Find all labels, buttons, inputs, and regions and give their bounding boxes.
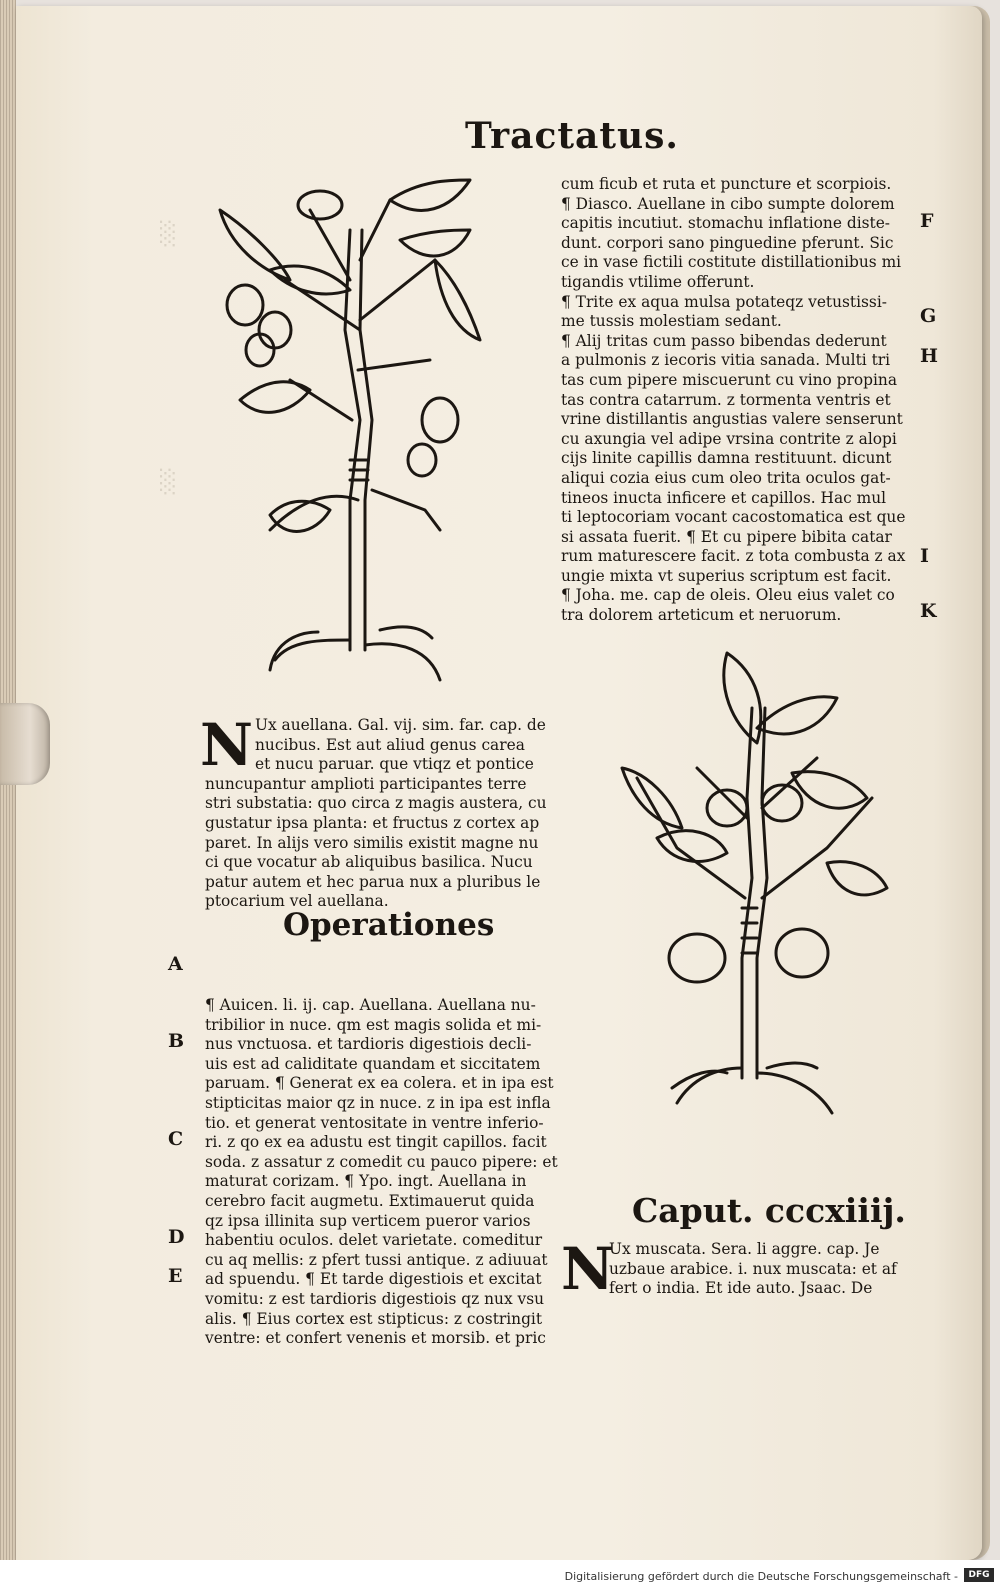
text-line: tas cum pipere miscuerunt cu vino propina [561, 370, 898, 389]
text-line: ti leptocoriam vocant cacostomatica est que [561, 508, 906, 527]
text-line: tineos inucta inficere et capillos. Hac mul [561, 488, 887, 507]
margin-letter: G [920, 305, 937, 327]
operationes-text [205, 996, 558, 1349]
margin-letter: K [920, 600, 937, 622]
text-line: aliqui cozia eius cum oleo trita oculos gat- [561, 468, 891, 487]
text-line: nucibus. Est aut aliud genus carea [255, 735, 525, 754]
margin-letter: A [168, 953, 183, 975]
text-line: ad spuendu. ¶ Et tarde digestiois et excitat [205, 1270, 542, 1289]
right-column-text [561, 175, 909, 626]
text-line: ungie mixta vt superius scriptum est facit. [561, 566, 892, 585]
text-line: ce in vase fictili costitute distillationibus mi [561, 253, 902, 272]
text-line: Ux muscata. Sera. li aggre. cap. Je [609, 1240, 880, 1258]
funding-credit: Digitalisierung gefördert durch die Deutsche Forschungsgemeinschaft - [564, 1570, 958, 1583]
margin-letter: I [920, 545, 929, 567]
text-line: tra dolorem arteticum et neruorum. [561, 606, 842, 625]
left-column-text [205, 716, 550, 912]
drop-cap: N [200, 711, 254, 779]
text-line: capitis incutiut. stomachu inflatione diste- [561, 214, 891, 233]
text-line: et nucu paruar. que vtiqz et pontice [255, 755, 534, 774]
text-line: fert o india. Et ide auto. Jsaac. De [609, 1279, 873, 1298]
text-line: tas contra catarrum. z tormenta ventris et [561, 390, 891, 409]
text-line: nuncupantur amplioti participantes terre [205, 774, 527, 793]
text-line: soda. z assatur z comedit cu pauco pipere: et [205, 1152, 558, 1171]
text-line: ptocarium vel auellana. [205, 892, 389, 911]
text-line: tribilior in nuce. qm est magis solida et mi- [205, 1015, 542, 1034]
text-line: stri substatia: quo circa z magis austera, cu [205, 794, 547, 813]
text-line: patur autem et hec parua nux a pluribus le [205, 872, 541, 891]
text-line: ¶ Alij tritas cum passo bibendas dederunt [561, 331, 887, 350]
text-line: cu axungia vel adipe vrsina contrite z alopi [561, 429, 897, 448]
margin-letter: H [920, 345, 938, 367]
text-line: ¶ Auicen. li. ij. cap. Auellana. Auellana nu- [205, 996, 536, 1014]
dfg-logo: DFG [964, 1568, 994, 1582]
text-line: ri. z qo ex ea adustu est tingit capillos. facit [205, 1133, 547, 1152]
text-line: me tussis molestiam sedant. [561, 312, 782, 331]
text-line: alis. ¶ Eius cortex est stipticus: z costringit [205, 1309, 543, 1328]
text-line: uzbaue arabice. i. nux muscata: et af [609, 1259, 897, 1278]
text-line: ¶ Diasco. Auellane in cibo sumpte dolorem [561, 194, 895, 213]
text-line: cu aq mellis: z pfert tussi antique. z adiuuat [205, 1250, 548, 1269]
text-line: gustatur ipsa planta: et fructus z cortex ap [205, 813, 540, 832]
margin-letter: D [168, 1226, 185, 1248]
text-line: a pulmonis z iecoris vitia sanada. Multi tri [561, 351, 891, 370]
text-line: tigandis vtilime offerunt. [561, 272, 755, 291]
text-line: vomitu: z est tardioris digestiois qz nux vsu [205, 1289, 545, 1308]
text-line: si assata fuerit. ¶ Et cu pipere bibita catar [561, 527, 892, 546]
chapter-heading: Caput. cccxiiij. [632, 1191, 906, 1230]
text-line: nus vnctuosa. et tardioris digestiois decli- [205, 1035, 532, 1054]
book-clasp [0, 703, 50, 785]
text-line: habentiu oculos. delet varietate. comeditur [205, 1231, 543, 1250]
text-line: cerebro facit augmetu. Extimauerut quida [205, 1191, 535, 1210]
text-line: rum maturescere facit. z tota combusta z ax [561, 547, 906, 566]
margin-letter: B [168, 1030, 185, 1052]
text-line: dunt. corpori sano pinguedine pferunt. Sic [561, 233, 894, 252]
text-line: vrine distillantis angustias valere senserunt [561, 410, 903, 429]
text-line: qz ipsa illinita sup verticem pueror varios [205, 1211, 531, 1230]
drop-cap: N [561, 1235, 615, 1303]
text-line: cijs linite capillis damna restituunt. dicunt [561, 449, 892, 468]
hazel-plant-woodcut [200, 170, 500, 700]
text-line: paret. In alijs vero similis existit magne nu [205, 833, 539, 852]
text-line: Ux auellana. Gal. vij. sim. far. cap. de [255, 716, 546, 734]
text-line: maturat corizam. ¶ Ypo. ingt. Auellana in [205, 1172, 527, 1191]
text-line: paruam. ¶ Generat ex ea colera. et in ipa est [205, 1074, 554, 1093]
margin-letter: C [168, 1128, 184, 1150]
text-line: ¶ Trite ex aqua mulsa potateqz vetustissi- [561, 292, 887, 311]
margin-letter: E [168, 1265, 183, 1287]
text-line: stipticitas maior qz in nuce. z in ipa est infla [205, 1093, 551, 1112]
text-line: ci que vocatur ab aliquibus basilica. Nucu [205, 853, 533, 872]
text-line: cum ficub et ruta et puncture et scorpiois. [561, 175, 892, 193]
bleed-through-mark: ░ [160, 470, 177, 495]
nutmeg-plant-woodcut [617, 648, 897, 1148]
margin-letter: F [920, 210, 934, 232]
operationes-heading: Operationes [283, 907, 495, 943]
text-line: ¶ Joha. me. cap de oleis. Oleu eius valet co [561, 586, 895, 605]
text-line: uis est ad caliditate quandam et siccitatem [205, 1054, 541, 1073]
bleed-through-mark: ░ [160, 222, 177, 247]
text-line: tio. et generat ventositate in ventre inferio- [205, 1113, 544, 1132]
text-line: ventre: et confert venenis et morsib. et pric [205, 1329, 546, 1348]
right-bottom-text [565, 1240, 900, 1299]
footer-bar [0, 1560, 1000, 1591]
running-header: Tractatus. [465, 115, 679, 157]
